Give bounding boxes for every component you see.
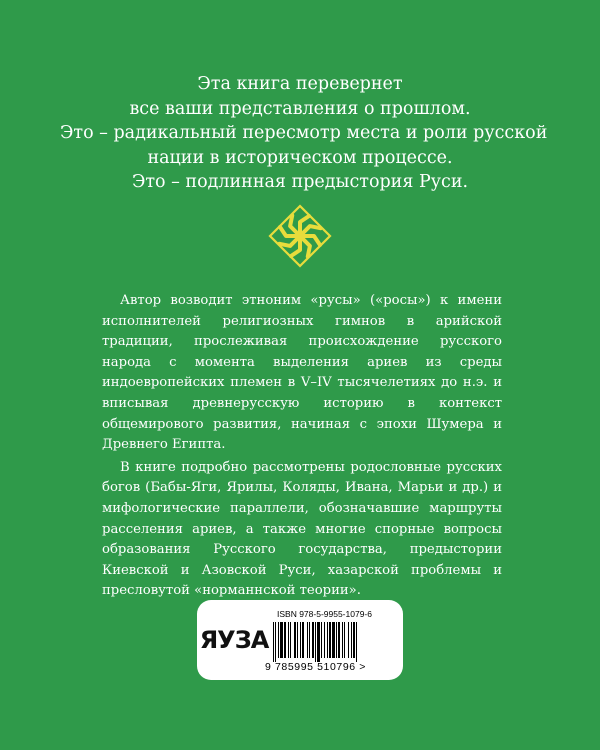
lead-line: нации в историческом процессе. [147, 147, 453, 168]
ean-number: 9 785995 510796 > [265, 661, 366, 673]
barcode-bars [271, 622, 389, 662]
isbn-label: ISBN 978-5-9955-1079-6 [277, 609, 372, 619]
lead-text [60, 72, 548, 195]
lead-line: все ваши представления о прошлом. [129, 98, 471, 119]
lead-line: Это – радикальный пересмотр места и роли русской [60, 123, 548, 143]
lead-line: Это – подлинная предыстория Руси. [131, 172, 469, 192]
publisher-logo: ЯУЗА [199, 626, 269, 654]
description-paragraph: Автор возводит этноним «русы» («росы») к имени исполнителей религиозных гимнов в арийской традиции, прослеживая происхождение русского народа с момента выделения ариев из среды индоевропейских племен в V–IV тысячелетиях до н.э. и вписывая древнерусскую историю в контекст общемирового развития, начиная с эпохи Шумера и Древнего Египта. [102, 293, 502, 453]
description-text [102, 291, 502, 602]
lead-line: Эта книга перевернет [197, 74, 403, 94]
barcode-panel [197, 600, 403, 680]
description-paragraph: В книге подробно рассмотрены родословные русских богов (Бабы-Яги, Ярилы, Коляды, Ивана, Марьи и др.) и мифологические параллели, обозначавшие маршруты расселения ариев, а также многие спорные вопросы образования Русского государства, предыстории Киевской и Азовской Руси, хазарской проблемы и пресловутой «норманнской теории». [102, 459, 502, 599]
kolovrat-icon [268, 204, 332, 268]
